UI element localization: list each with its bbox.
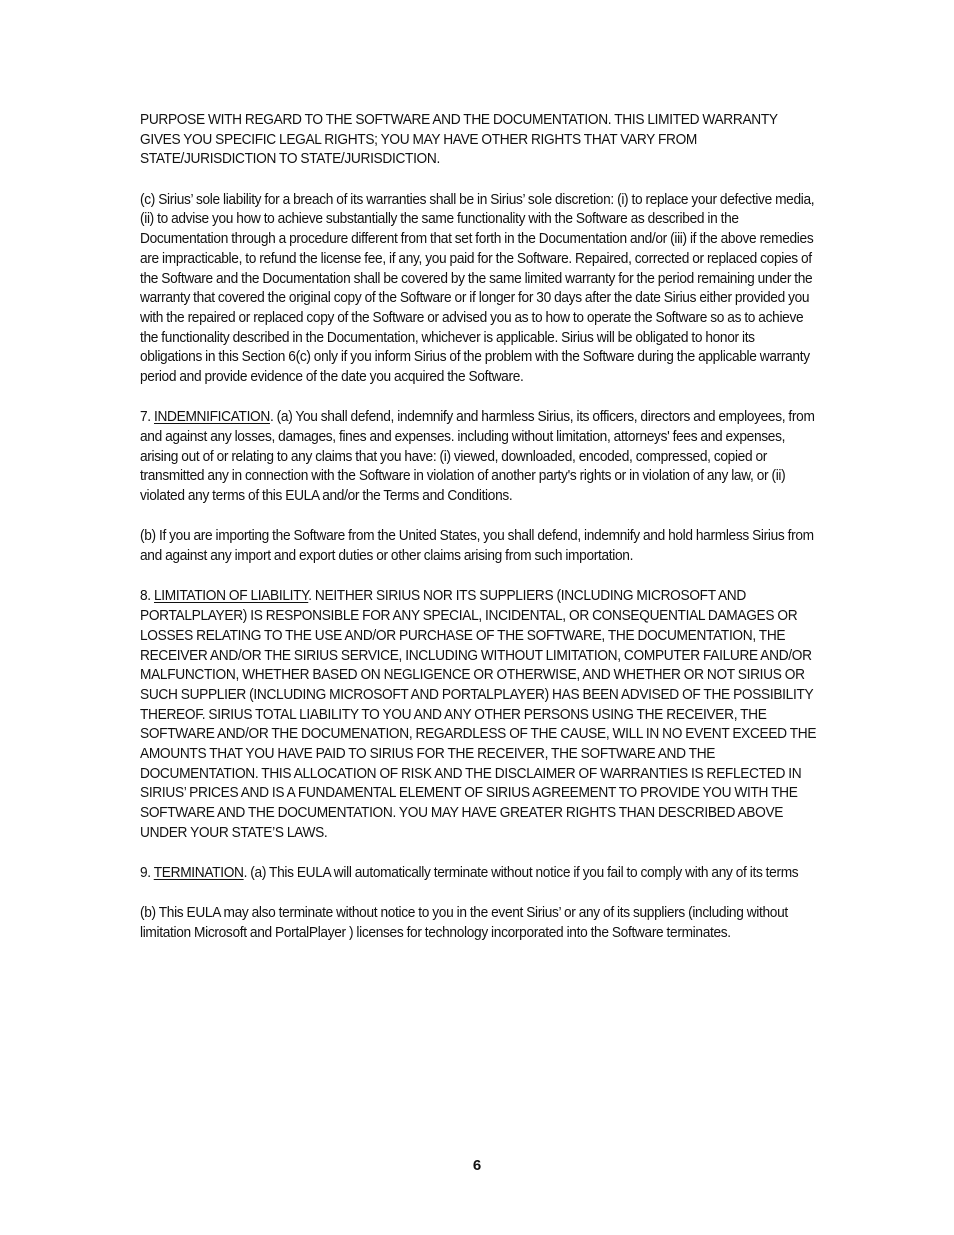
paragraph-text: PURPOSE WITH REGARD TO THE SOFTWARE AND THE DOCUMENTATION. THIS LIMITED WARRANTY GIVES YOU SPECIFIC LEGAL RIGHTS; YOU MAY HAVE OTHER RIGHTS THAT VARY FROM STATE/JURISDICTION TO STATE/JURISDICTION. (140, 112, 778, 168)
section-8-limitation-of-liability (140, 587, 818, 843)
section-number: 7. (140, 409, 154, 426)
paragraph-sirius-liability (140, 191, 818, 388)
section-number: 9. (140, 865, 154, 882)
section-heading: TERMINATION (153, 865, 244, 882)
document-body (140, 111, 818, 964)
section-9-termination (140, 864, 818, 884)
paragraph-text: . (a) This EULA will automatically terminate without notice if you fail to comply with any of its terms (243, 865, 799, 882)
section-number: 8. (140, 588, 154, 605)
paragraph-termination-b (140, 904, 818, 943)
section-7-indemnification (140, 408, 818, 507)
paragraph-text: (b) This EULA may also terminate without notice to you in the event Sirius’ or any of its suppliers (including without limitation Microsoft and PortalPlayer ) licenses for technology incorporated into the Software terminates. (140, 905, 788, 942)
paragraph-warranty-purpose (140, 111, 818, 170)
section-heading: INDEMNIFICATION (153, 409, 270, 426)
paragraph-text: . (a) You shall defend, indemnify and harmless Sirius, its officers, directors and employees, from and against any losses, damages, fines and expenses. including without limitation, attorneys' fees and expenses, arising out of or relating to any claims that you have: (i) viewed, downloaded, encoded, compressed, copied or transmitted any in connection with the Software in violation of another party's rights or in violation of any law, or (ii) violated any terms of this EULA and/or the Terms and Conditions. (140, 409, 815, 505)
section-heading: LIMITATION OF LIABILITY (153, 588, 309, 605)
paragraph-text: (b) If you are importing the Software from the United States, you shall defend, indemnify and hold harmless Sirius from and against any import and export duties or other claims arising from such importation. (140, 528, 814, 565)
paragraph-import-duties (140, 527, 818, 566)
page-number: 6 (472, 1157, 482, 1174)
paragraph-text: . NEITHER SIRIUS NOR ITS SUPPLIERS (INCLUDING MICROSOFT AND PORTALPLAYER) IS RESPONSIBLE FOR ANY SPECIAL, INCIDENTAL, OR CONSEQUENTIAL DAMAGES OR LOSSES RELATING TO THE USE AND/OR PURCHASE OF THE SOFTWARE, THE DOCUMENTATION, THE RECEIVER AND/OR THE SIRIUS SERVICE, INCLUDING WITHOUT LIMITATION, COMPUTER FAILURE AND/OR MALFUNCTION, WHETHER BASED ON NEGLIGENCE OR OTHERWISE, AND WHETHER OR NOT SIRIUS OR SUCH SUPPLIER (INCLUDING MICROSOFT AND PORTALPLAYER) HAS BEEN ADVISED OF THE POSSIBILITY THEREOF. SIRIUS TOTAL LIABILITY TO YOU AND ANY OTHER PERSONS USING THE RECEIVER, THE SOFTWARE AND/OR THE DOCUMENATION, REGARDLESS OF THE CAUSE, WILL IN NO EVENT EXCEED THE AMOUNTS THAT YOU HAVE PAID TO SIRIUS FOR THE RECEIVER, THE SOFTWARE AND THE DOCUMENTATION. THIS ALLOCATION OF RISK AND THE DISCLAIMER OF WARRANTIES IS REFLECTED IN SIRIUS’ PRICES AND IS A FUNDAMENTAL ELEMENT OF SIRIUS AGREEMENT TO PROVIDE YOU WITH THE SOFTWARE AND THE DOCUMENTATION. YOU MAY HAVE GREATER RIGHTS THAN DESCRIBED ABOVE UNDER YOUR STATE’S LAWS. (140, 588, 817, 841)
paragraph-text: (c) Sirius’ sole liability for a breach of its warranties shall be in Sirius’ sole discretion: (i) to replace your defective media, (ii) to advise you how to achieve substantially the same functionality with the Software as described in the Documentation through a procedure different from that set forth in the Documentation and/or (iii) if the above remedies are impracticable, to refund the license fee, if any, you paid for the Software. Repaired, corrected or replaced copies of the Software and the Documentation shall be covered by the same limited warranty for the period remaining under the warranty that covered the original copy of the Software or if longer for 30 days after the date Sirius either provided you with the repaired or replaced copy of the Software or advised you as to how to operate the Software so as to achieve the functionality described in the Documentation, whichever is applicable. Sirius will be obligated to honor its obligations in this Section 6(c) only if you inform Sirius of the problem with the Software during the applicable warranty period and provide evidence of the date you acquired the Software. (140, 191, 815, 386)
